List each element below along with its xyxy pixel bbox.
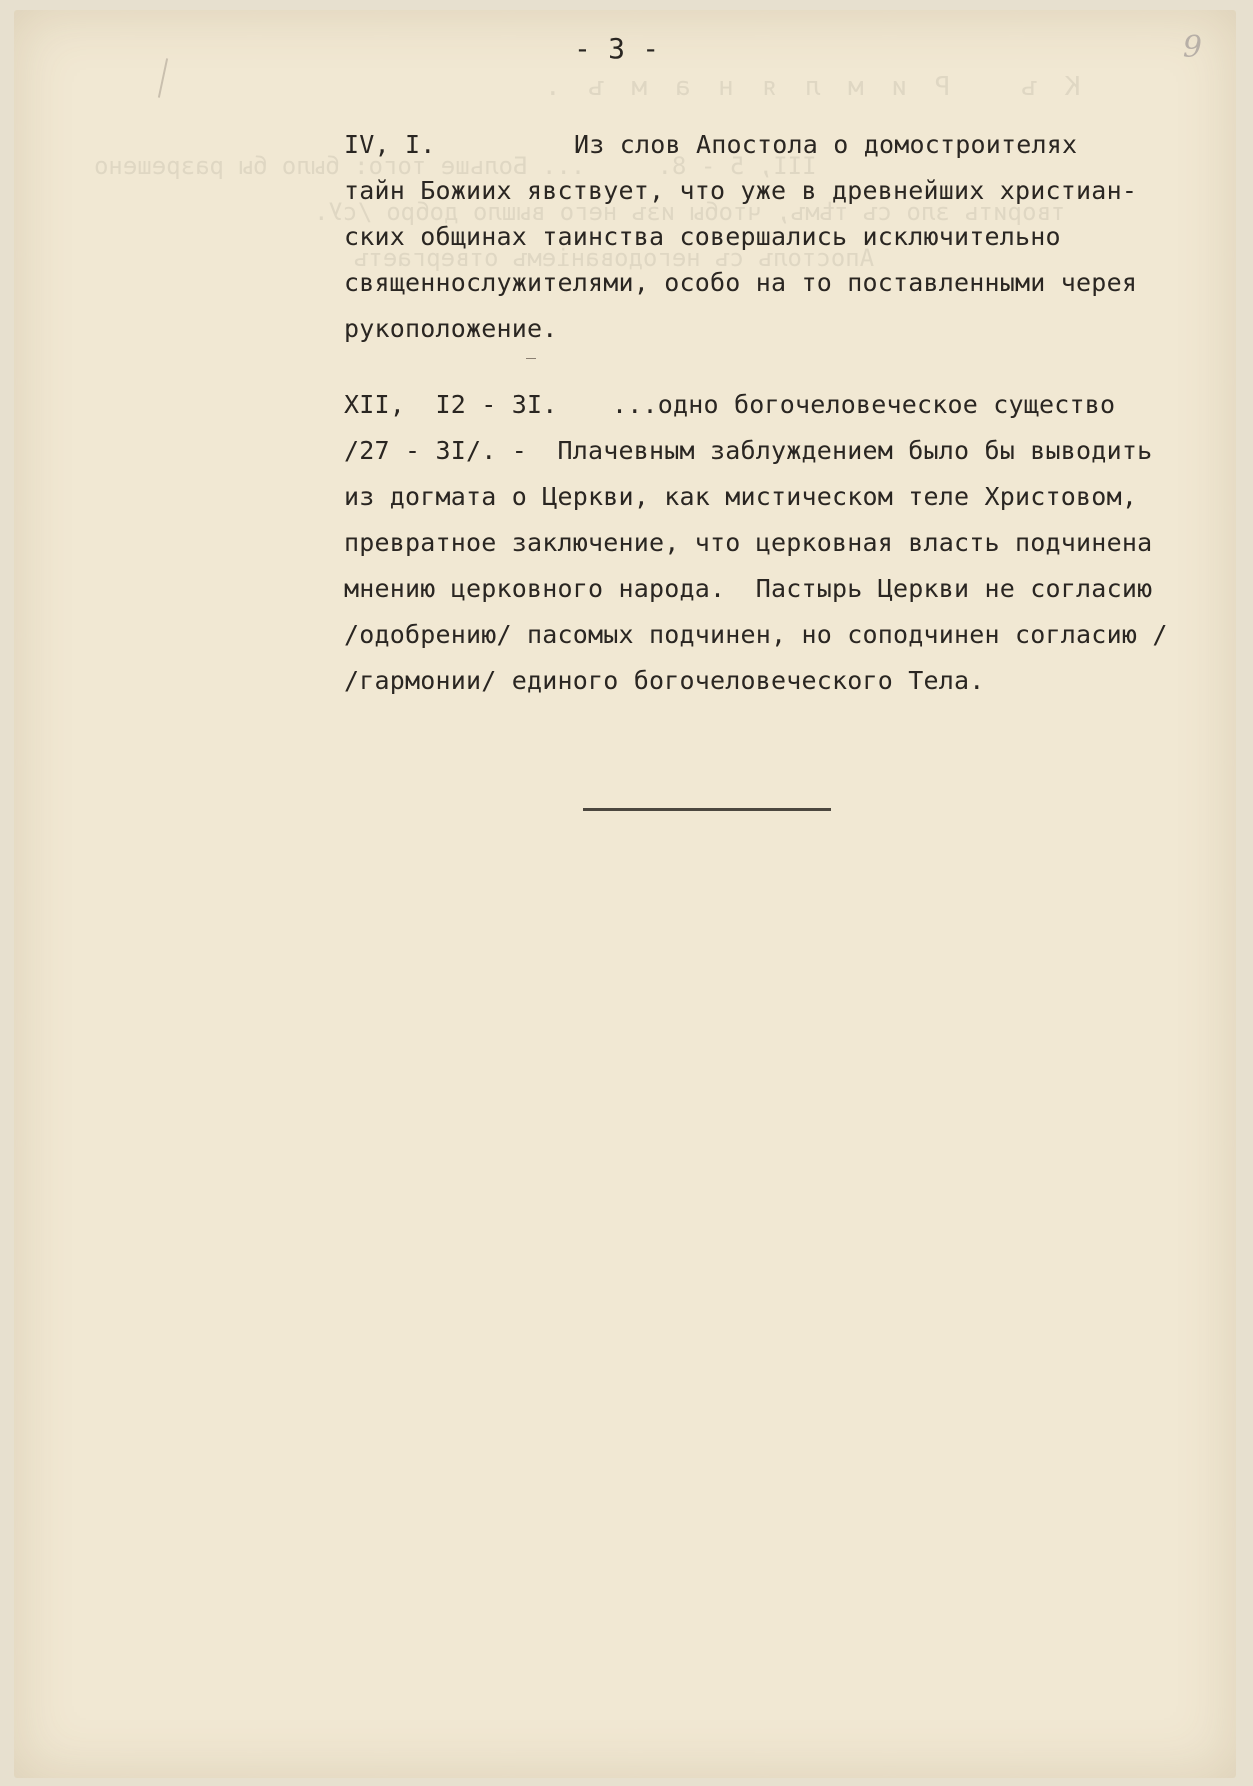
section-text-line: мнению церковного народа. Пастырь Церкви не согласию [344,574,1153,603]
page-number: - 3 - [574,32,660,65]
section-text-line: ских общинах таинства совершались исключительно [344,222,1061,251]
end-of-text-rule [583,808,831,811]
show-through-text: творить зло съ тѣмъ, чтобы изъ него вышло добро /сУ. [314,198,1066,226]
section-text-line: ...одно богочеловеческое существо [612,390,1116,419]
archive-folio-number: 9 [1182,30,1202,65]
section-text-line: превратное заключение, что церковная власть подчинена [344,528,1153,557]
stray-mark [526,358,536,359]
section-text-line: Из слов Апостола о домостроителях [574,130,1078,159]
section-text-line: /гармонии/ единого богочеловеческого Тела. [344,666,985,695]
margin-pencil-mark [158,58,168,98]
show-through-text: Апостолъ съ негодованіемъ отвергаетъ [354,244,875,272]
section-text-line: /одобрению/ пасомых подчинен, но соподчинен согласию / [344,620,1168,649]
section-text-line: из догмата о Церкви, как мистическом теле Христовом, [344,482,1138,511]
show-through-text: К ъ Р и м л я н а м ъ . [539,72,1081,102]
show-through-text: III, 5 - 8. ... Больше того: было бы разрешено [94,152,817,180]
section-text-line: /27 - 3I/. - Плачевным заблуждением было бы выводить [344,436,1153,465]
section-text-line: тайн Божиих явствует, что уже в древнейших христиан- [344,176,1138,205]
section-reference: IV, I. [344,130,436,159]
section-text-line: священнослужителями, особо на то поставленными черея [344,268,1138,297]
section-text-line: рукоположение. [344,314,558,343]
document-page [14,10,1236,1778]
section-reference: XII, I2 - 3I. [344,390,558,419]
